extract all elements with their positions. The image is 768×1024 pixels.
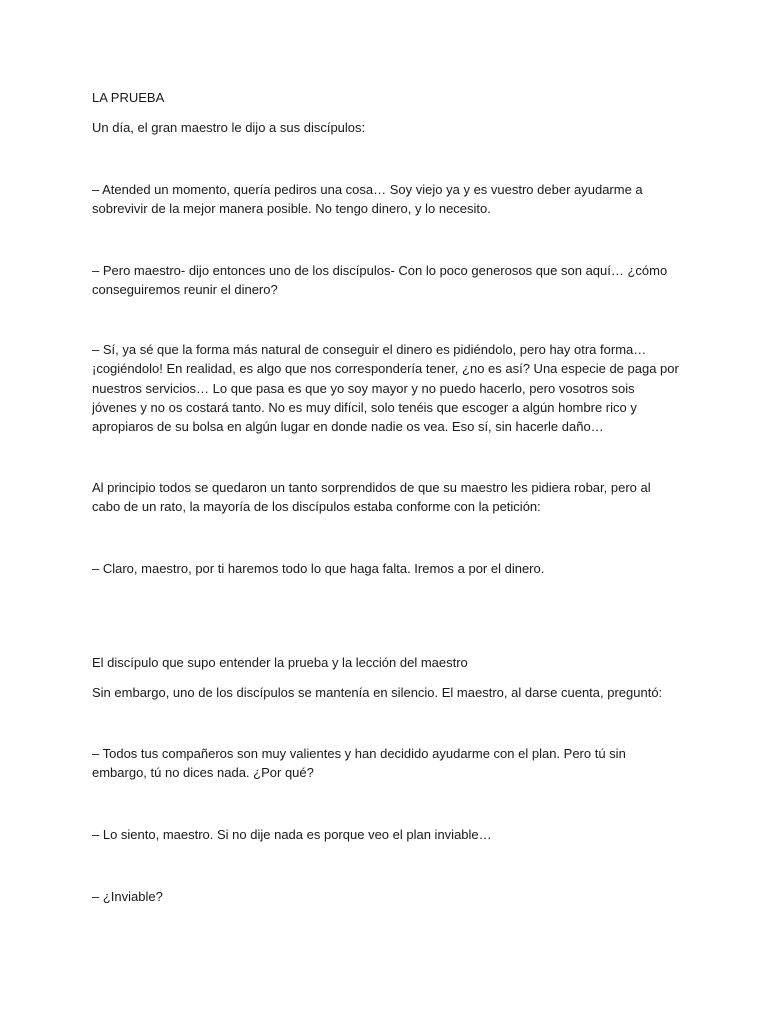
paragraph-2: – Pero maestro- dijo entonces uno de los discípulos- Con lo poco generosos que son aquí… ¿cómo conseguiremos reunir el dinero? [92, 263, 668, 298]
subheading: El discípulo que supo entender la prueba y la lección del maestro [92, 655, 468, 670]
paragraph-9: – ¿Inviable? [92, 889, 163, 904]
paragraph-1: – Atended un momento, quería pediros una cosa… Soy viejo ya y es vuestro deber ayudarme a sobrevivir de la mejor manera posible. No tengo dinero, y lo necesito. [92, 182, 643, 217]
paragraph-6: Sin embargo, uno de los discípulos se mantenía en silencio. El maestro, al darse cuenta, preguntó: [92, 685, 663, 700]
intro-paragraph: Un día, el gran maestro le dijo a sus discípulos: [92, 120, 366, 135]
paragraph-5: – Claro, maestro, por ti haremos todo lo que haga falta. Iremos a por el dinero. [92, 561, 545, 576]
paragraph-3: – Sí, ya sé que la forma más natural de conseguir el dinero es pidiéndolo, pero hay otra forma… ¡cogiéndolo! En realidad, es algo que nos correspondería tener, ¿no es así? Una especie de paga por nuestros servicios… Lo que pasa es que yo soy mayor y no puedo hacerlo, pero vosotros sois jóvenes y no os costará tanto. No es muy difícil, solo tenéis que escoger a algún hombre rico y apropiaros de su bolsa en algún lugar en donde nadie os vea. Eso sí, sin hacerle daño… [92, 342, 679, 435]
paragraph-7: – Todos tus compañeros son muy valientes y han decidido ayudarme con el plan. Pero tú sin embargo, tú no dices nada. ¿Por qué? [92, 746, 626, 781]
paragraph-4: Al principio todos se quedaron un tanto sorprendidos de que su maestro les pidiera robar, pero al cabo de un rato, la mayoría de los discípulos estaba conforme con la petición: [92, 480, 651, 515]
paragraph-8: – Lo siento, maestro. Si no dije nada es porque veo el plan inviable… [92, 827, 492, 842]
document-title: LA PRUEBA [92, 90, 165, 105]
